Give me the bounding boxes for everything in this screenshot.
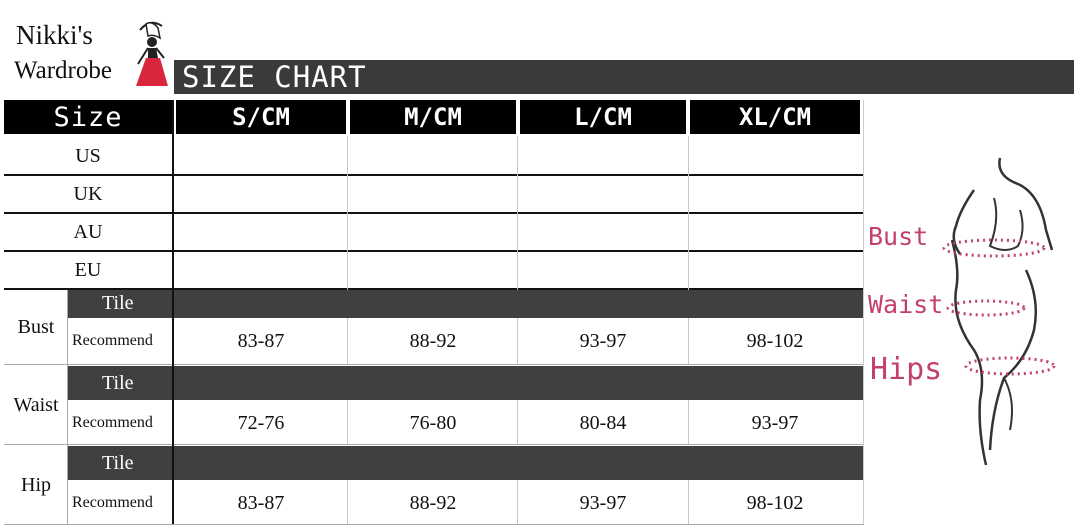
value-cell: 80-84 [579,411,627,434]
value-cell: 83-87 [237,491,285,514]
divider [347,136,348,290]
value-cell: 72-76 [237,411,285,434]
header-col-m: M/CM [350,100,516,134]
tile-bar-hip [68,446,864,480]
divider [4,444,864,445]
figure-label-bust: Bust [868,222,929,251]
value-cell: 93-97 [579,491,627,514]
divider [688,400,689,444]
divider [688,318,689,364]
body-outline-figure [930,150,1060,470]
divider [4,174,864,176]
value-cell: 98-102 [746,491,804,514]
row-label-au: AU [73,220,103,243]
value-cell: 83-87 [237,329,285,352]
divider [347,480,348,524]
logo-text-line1: Nikki's [16,20,93,50]
value-cell: 76-80 [409,411,457,434]
divider [688,480,689,524]
divider [863,100,864,524]
divider [67,290,68,524]
divider [4,212,864,214]
recommend-label: Recommend [72,494,153,511]
value-cell: 88-92 [409,491,457,514]
divider [688,136,689,290]
tile-label: Tile [102,372,134,394]
figure-label-hips: Hips [870,352,943,387]
divider [4,524,864,525]
figure-label-waist: Waist [868,290,944,319]
divider [172,100,174,524]
recommend-label: Recommend [72,332,153,349]
tile-bar-bust [68,290,864,318]
measurement-label-hip: Hip [21,473,51,496]
header-size: Size [4,100,172,134]
recommend-label: Recommend [72,414,153,431]
divider [517,136,518,290]
divider [517,480,518,524]
tile-label: Tile [102,452,134,474]
value-cell: 93-97 [751,411,799,434]
measurement-label-waist: Waist [13,393,59,416]
chart-title: SIZE CHART [182,60,367,94]
row-label-uk: UK [73,182,103,205]
value-cell: 88-92 [409,329,457,352]
tile-label: Tile [102,292,134,314]
row-label-eu: EU [74,258,102,281]
value-cell: 98-102 [746,329,804,352]
row-label-us: US [75,144,101,167]
divider [4,288,864,290]
value-cell: 93-97 [579,329,627,352]
divider [347,400,348,444]
measurement-label-bust: Bust [17,315,55,338]
divider [4,250,864,252]
header-col-l: L/CM [520,100,686,134]
tile-bar-waist [68,366,864,400]
logo-text-line2: Wardrobe [14,57,112,84]
dress-figure-icon [130,18,170,90]
divider [517,318,518,364]
divider [4,364,864,365]
header-col-s: S/CM [176,100,346,134]
divider [347,318,348,364]
header-col-xl: XL/CM [690,100,860,134]
divider [517,400,518,444]
